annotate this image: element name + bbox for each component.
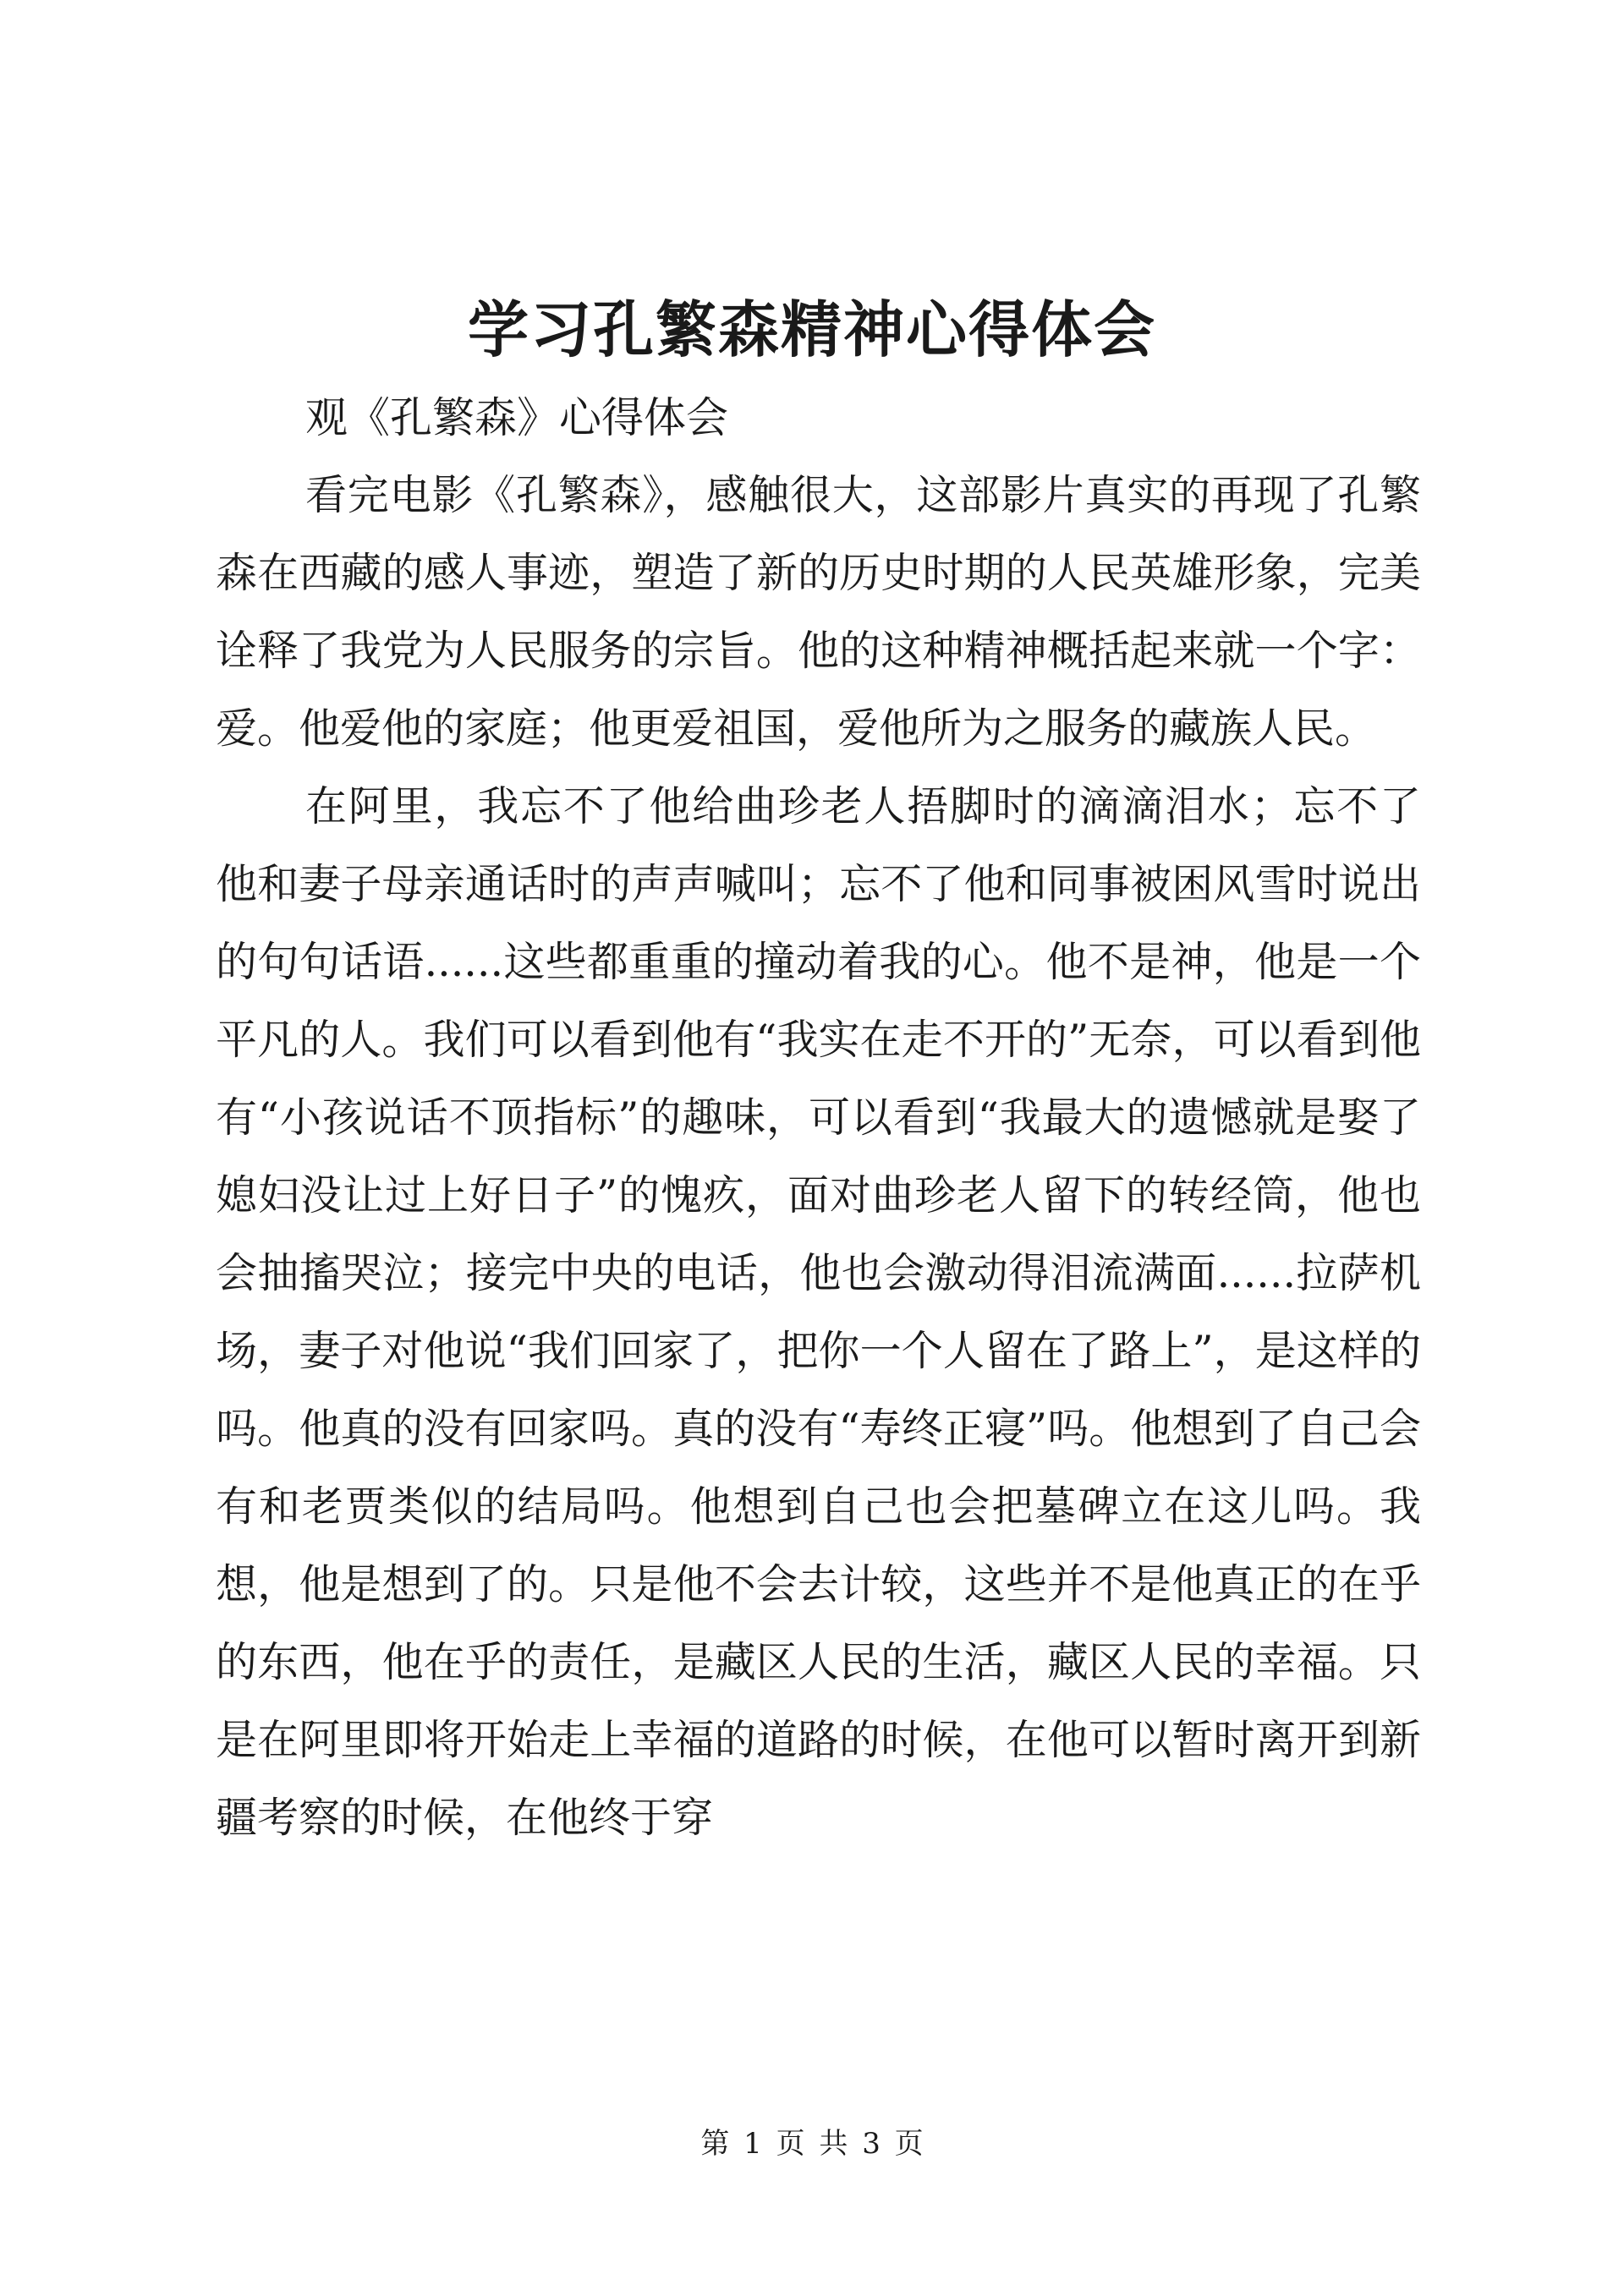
page-number-footer: 第 1 页 共 3 页 [700, 2127, 924, 2161]
paragraph-2: 在阿里，我忘不了他给曲珍老人捂脚时的滴滴泪水；忘不了他和妻子母亲通话时的声声喊叫；忘不了他和同事被困风雪时说出的句句话语......这些都重重的撞动着我的心。他不是神，他是一个平凡的人。我们可以看到他有“我实在走不开的”无奈，可以看到他有“小孩说话不顶指标”的趣味，可以看到“我最大的遗憾就是娶了媳妇没让过上好日子”的愧疚，面对曲珍老人留下的转经筒，他也会抽搐哭泣；接完中央的电话，他也会激动得泪流满面......拉萨机场，妻子对他说“我们回家了，把你一个人留在了路上”，是这样的吗。他真的没有回家吗。真的没有“寿终正寝”吗。他想到了自己会有和老贾类似的结局吗。他想到自己也会把墓碑立在这儿吗。我想，他是想到了的。只是他不会去计较，这些并不是他真正的在乎的东西，他在乎的责任，是藏区人民的生活，藏区人民的幸福。只是在阿里即将开始走上幸福的道路的时候，在他可以暂时离开到新疆考察的时候，在他终于穿 [216, 782, 1421, 1842]
paragraph-1: 看完电影《孔繁森》，感触很大，这部影片真实的再现了孔繁森在西藏的感人事迹，塑造了新的历史时期的人民英雄形象，完美诠释了我党为人民服务的宗旨。他的这种精神概括起来就一个字：爱。他爱他的家庭；他更爱祖国，爱他所为之服务的藏族人民。 [216, 471, 1421, 753]
document-subtitle: 观《孔繁森》心得体会 [305, 393, 728, 442]
document-body [216, 379, 1421, 1857]
document-title: 学习孔繁森精神心得体会 [467, 293, 1156, 365]
